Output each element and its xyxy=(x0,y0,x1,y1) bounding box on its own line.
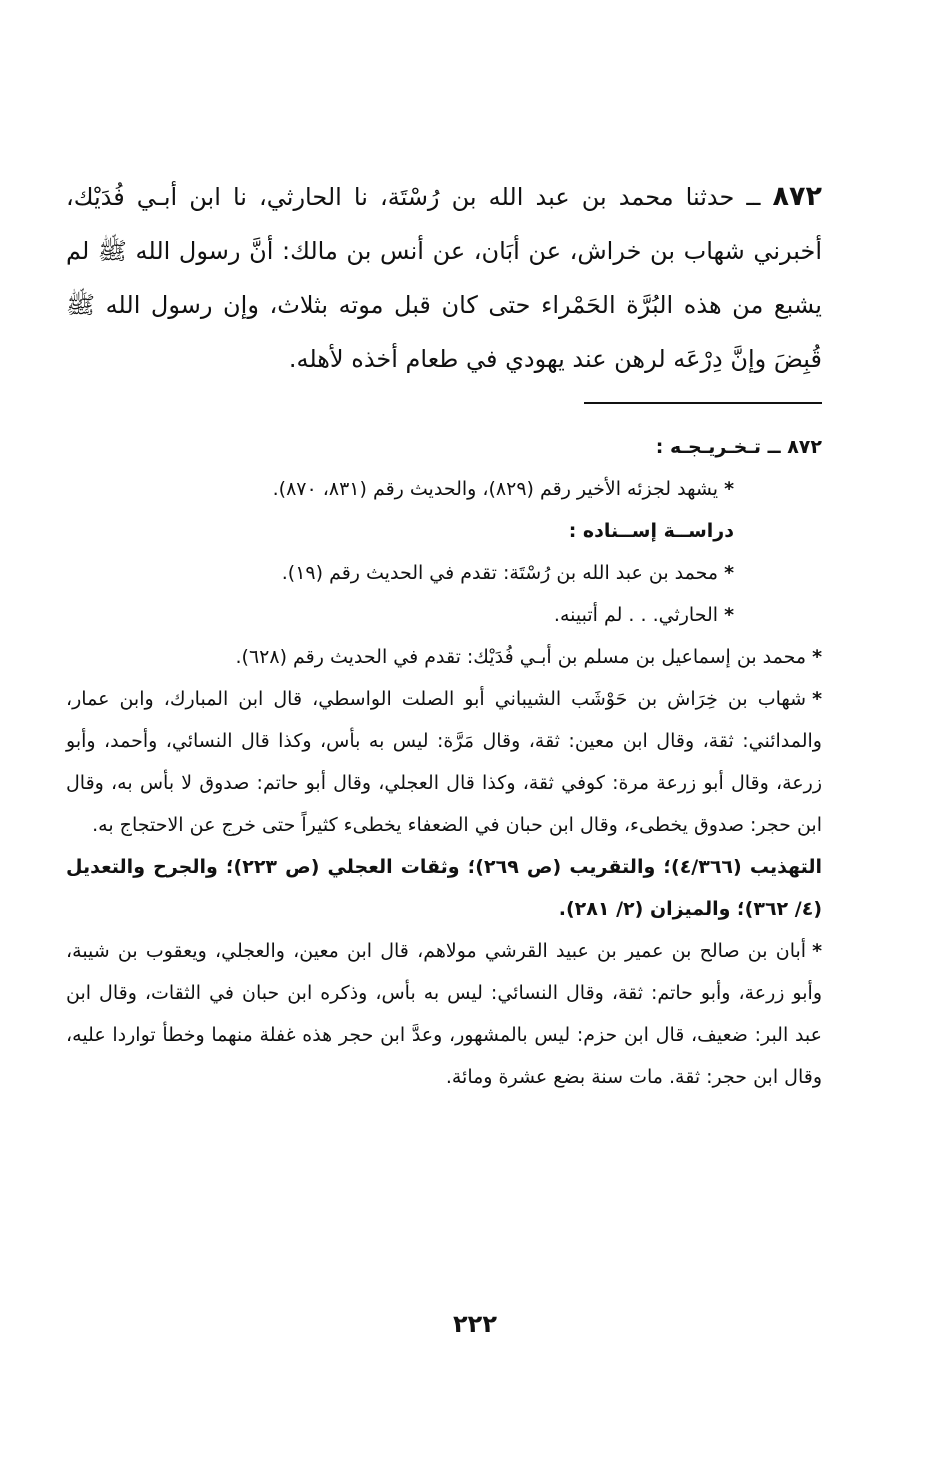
narrator-text: شهاب بن خِرَاش بن حَوْشَب الشيباني أبو الصلت الواسطي، قال ابن المبارك، وابن عمار، والمدائني: ثقة، وقال ابن معين: ثقة، وقال مَرَّة: ليس به بأس، وكذا قال النسائي، وأحمد، وأبو زرعة، وقال أبو زرعة مرة: كوفي ثقة، وكذا قال العجلي، وقال أبو حاتم: صدوق لا بأس به، وقال ابن حجر: صدوق يخطىء، وقال ابن حبان في الضعفاء يخطىء كثيراً حتى خرج عن الاحتجاج به. xyxy=(66,688,822,836)
page-number: ٢٢٢ xyxy=(453,1310,497,1338)
narrator-text: محمد بن عبد الله بن رُسْتَة: تقدم في الحديث رقم (١٩). xyxy=(281,562,719,584)
narrator-text: أبان بن صالح بن عمير بن عبيد القرشي مولاهم، قال ابن معين، والعجلي، ويعقوب بن شيبة، وأبو زرعة، وأبو حاتم: ثقة، وقال النسائي: ليس به بأس، وذكره ابن حبان في الثقات، وقال ابن عبد البر: ضعيف، قال ابن حزم: ليس بالمشهور، وعدَّ ابن حجر هذه غفلة منهما وخطأ تواردا عليه، وقال ابن حجر: ثقة. مات سنة بضع عشرة ومائة. xyxy=(66,940,822,1088)
bullet-star: * xyxy=(724,604,734,626)
narrator-entry-shihab xyxy=(66,678,822,846)
narrator-entry xyxy=(66,552,822,594)
sources-line: التهذيب (٤/٣٦٦)؛ والتقريب (ص ٢٦٩)؛ وثقات العجلي (ص ٢٢٣)؛ والجرح والتعديل (٤/ ٣٦٢)؛ والميزان (٢/ ٢٨١). xyxy=(66,856,823,920)
isnad-heading: دراســة إســناده : xyxy=(568,520,734,542)
hadith-body: ــ حدثنا محمد بن عبد الله بن رُسْتَة، نا الحارثي، نا ابن أبـي فُدَيْك، أخبرني شهاب بن خراش، عن أبَان، عن أنس بن مالك: أنَّ رسول الله ﷺ لم يشبع من هذه البُرَّة الحَمْراء حتى كان قبل موته بثلاث، وإن رسول الله ﷺ قُبِضَ وإنَّ دِرْعَه لرهن عند يهودي في طعام أخذه لأهله. xyxy=(66,183,822,373)
takhrij-line xyxy=(66,468,822,510)
bullet-star: * xyxy=(812,940,822,962)
bullet-star: * xyxy=(812,688,822,710)
bullet-star: * xyxy=(724,478,734,500)
narrator-entry-aban xyxy=(66,930,822,1098)
bullet-star: * xyxy=(812,646,822,668)
narrator-text: محمد بن إسماعيل بن مسلم بن أبـي فُدَيْك: تقدم في الحديث رقم (٦٢٨). xyxy=(235,646,807,668)
takhrij-heading: ٨٧٢ ــ تـخـريـجـه : xyxy=(655,436,822,458)
narrator-entry xyxy=(66,636,822,678)
narrator-entry xyxy=(66,594,822,636)
narrator-text: الحارثي. . . لم أتبينه. xyxy=(553,604,719,626)
hadith-number: ٨٧٢ xyxy=(772,181,822,212)
hadith-text-block xyxy=(66,170,822,386)
footnotes xyxy=(66,426,822,1098)
bullet-star: * xyxy=(724,562,734,584)
takhrij-text: يشهد لجزئه الأخير رقم (٨٢٩)، والحديث رقم (٨٣١، ٨٧٠). xyxy=(272,478,719,500)
footnote-separator xyxy=(584,402,822,404)
